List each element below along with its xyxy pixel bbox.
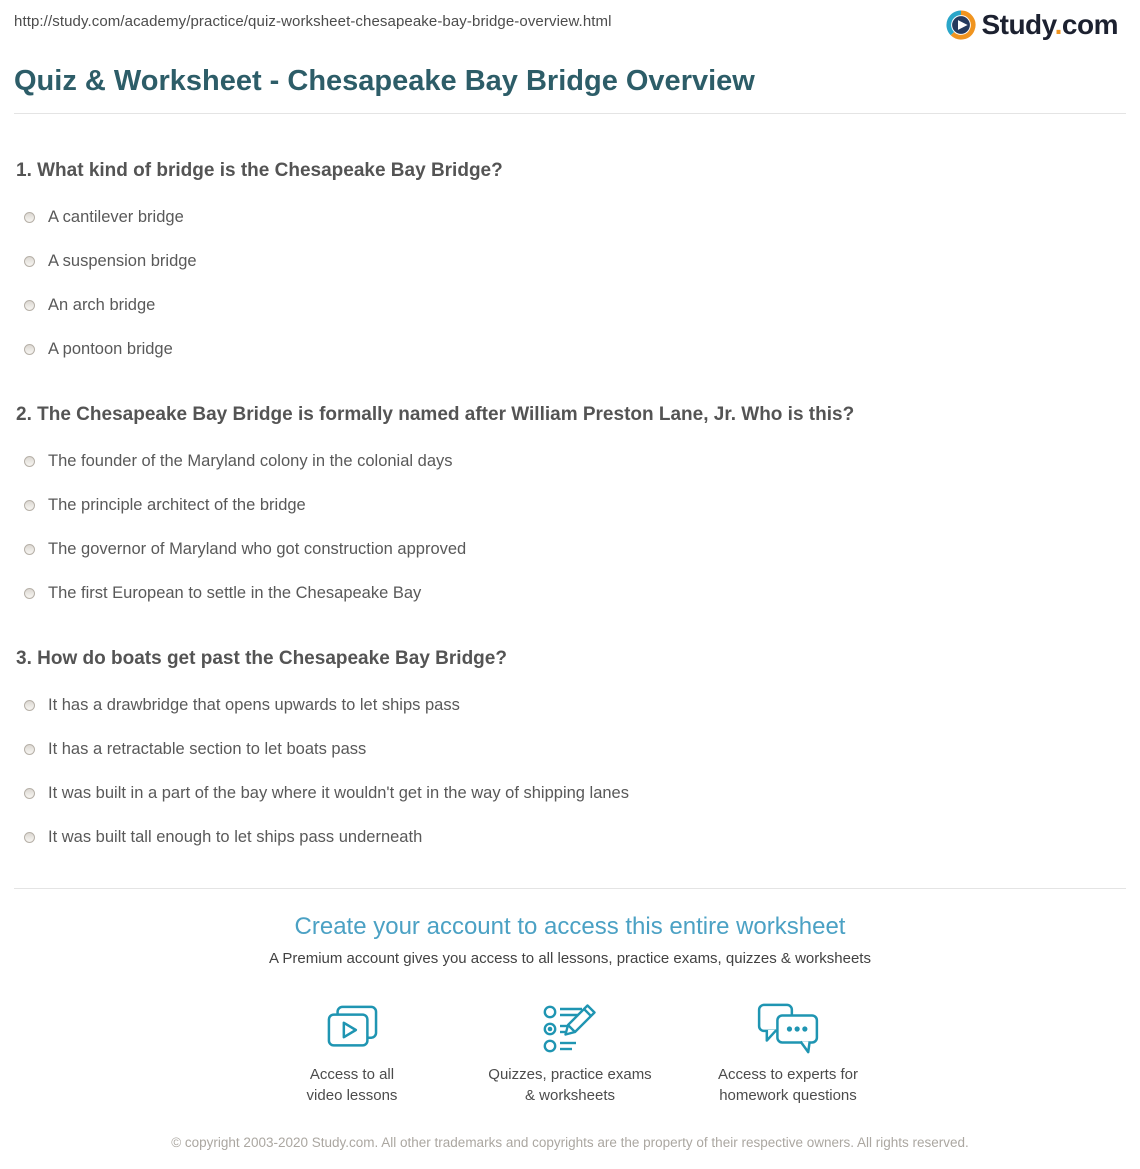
page-title: Quiz & Worksheet - Chesapeake Bay Bridge Overview	[14, 64, 1126, 114]
radio-button[interactable]	[24, 212, 35, 223]
answer-option-label: An arch bridge	[48, 296, 156, 314]
radio-button[interactable]	[24, 832, 35, 843]
radio-button[interactable]	[24, 588, 35, 599]
question-heading: 1. What kind of bridge is the Chesapeake Bay Bridge?	[16, 160, 503, 181]
answer-option[interactable]	[14, 584, 1126, 602]
answer-option[interactable]	[14, 340, 1126, 358]
answer-option-label: It was built tall enough to let ships pass underneath	[48, 828, 423, 846]
question-heading: 2. The Chesapeake Bay Bridge is formally named after William Preston Lane, Jr. Who is this?	[16, 404, 855, 425]
question-heading: 3. How do boats get past the Chesapeake Bay Bridge?	[16, 648, 507, 669]
answer-option-label: It has a retractable section to let boats pass	[48, 740, 367, 758]
study-com-logo[interactable]	[946, 10, 1118, 40]
feature-label: Quizzes, practice exams & worksheets	[488, 1066, 652, 1104]
answer-option-label: The principle architect of the bridge	[48, 496, 306, 514]
radio-button[interactable]	[24, 544, 35, 555]
section-divider	[14, 888, 1126, 889]
answer-option[interactable]	[14, 496, 1126, 514]
feature-label: Access to experts for homework questions	[717, 1066, 859, 1104]
quizzes-worksheets-icon	[542, 1003, 598, 1055]
answer-option[interactable]	[14, 296, 1126, 314]
answer-option[interactable]	[14, 828, 1126, 846]
copyright-footer	[14, 1134, 1126, 1152]
answer-option[interactable]	[14, 740, 1126, 758]
answer-option-label: A pontoon bridge	[48, 340, 173, 358]
radio-button[interactable]	[24, 700, 35, 711]
study-com-logo-text: Study.com	[981, 9, 1118, 40]
feature-label: Access to all video lessons	[306, 1066, 398, 1104]
radio-button[interactable]	[24, 500, 35, 511]
radio-button[interactable]	[24, 300, 35, 311]
answer-option[interactable]	[14, 784, 1126, 802]
answer-option[interactable]	[14, 452, 1126, 470]
page-url: http://study.com/academy/practice/quiz-worksheet-chesapeake-bay-bridge-overview.html	[14, 13, 612, 30]
premium-account-description: A Premium account gives you access to all lessons, practice exams, quizzes & worksheets	[269, 950, 871, 967]
feature-quizzes-worksheets	[474, 1003, 666, 1106]
answer-option[interactable]	[14, 696, 1126, 714]
feature-homework-experts	[692, 1003, 884, 1106]
create-account-section	[14, 913, 1126, 1106]
radio-button[interactable]	[24, 788, 35, 799]
answer-option-label: It has a drawbridge that opens upwards to let ships pass	[48, 696, 460, 714]
answer-option-label: A suspension bridge	[48, 252, 197, 270]
study-com-logo-icon	[946, 10, 976, 40]
radio-button[interactable]	[24, 344, 35, 355]
answer-option-label: A cantilever bridge	[48, 208, 184, 226]
feature-video-lessons	[256, 1003, 448, 1106]
video-lessons-icon	[323, 1005, 381, 1055]
answer-option[interactable]	[14, 252, 1126, 270]
answer-option[interactable]	[14, 540, 1126, 558]
radio-button[interactable]	[24, 256, 35, 267]
radio-button[interactable]	[24, 744, 35, 755]
question-2	[14, 404, 1126, 602]
create-account-link[interactable]: Create your account to access this entire worksheet	[294, 913, 846, 940]
answer-option[interactable]	[14, 208, 1126, 226]
feature-list	[14, 1003, 1126, 1106]
copyright-text: © copyright 2003-2020 Study.com. All other trademarks and copyrights are the property of their respective owners. All rights reserved.	[171, 1135, 969, 1150]
question-1	[14, 160, 1126, 358]
answer-option-label: The founder of the Maryland colony in the colonial days	[48, 452, 453, 470]
answer-option-label: It was built in a part of the bay where it wouldn't get in the way of shipping lanes	[48, 784, 629, 802]
answer-option-label: The first European to settle in the Chesapeake Bay	[48, 584, 422, 602]
radio-button[interactable]	[24, 456, 35, 467]
chat-experts-icon	[756, 1003, 820, 1055]
question-3	[14, 648, 1126, 846]
answer-option-label: The governor of Maryland who got construction approved	[48, 540, 467, 558]
